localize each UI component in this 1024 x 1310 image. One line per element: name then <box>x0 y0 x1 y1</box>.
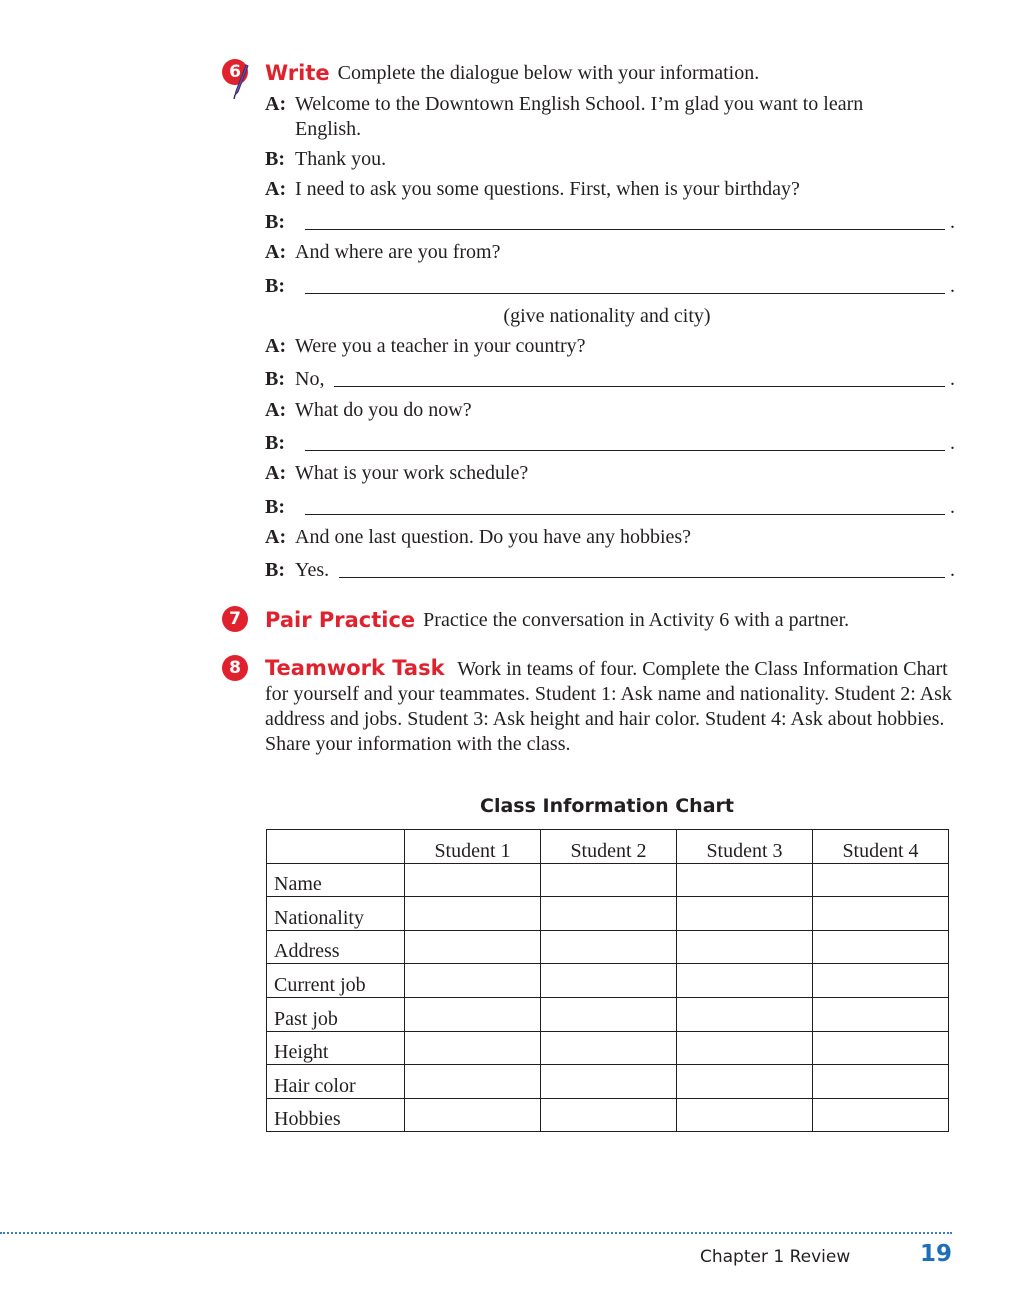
answer-line-origin <box>265 272 955 298</box>
answer-blank[interactable] <box>305 292 945 294</box>
activity-6-heading: Write <box>265 61 330 85</box>
chart-cell[interactable] <box>813 1065 949 1099</box>
chart-cell[interactable] <box>541 997 677 1031</box>
hint-text: (give nationality and city) <box>503 305 711 327</box>
dialogue-text: Thank you. <box>295 148 387 170</box>
activity-8-body <box>265 656 955 757</box>
period: . <box>950 496 955 518</box>
chart-row-nationality <box>267 897 949 931</box>
chart-cell[interactable] <box>677 930 813 964</box>
column-header-student-1: Student 1 <box>405 830 541 864</box>
activity-7-instruction: Practice the conversation in Activity 6 with a partner. <box>423 609 850 631</box>
chart-cell[interactable] <box>677 863 813 897</box>
row-label: Hobbies <box>267 1098 405 1132</box>
blank-hint <box>265 302 949 328</box>
period: . <box>950 368 955 390</box>
answer-blank[interactable] <box>305 449 945 451</box>
row-label: Address <box>267 930 405 964</box>
chart-cell[interactable] <box>541 1065 677 1099</box>
chart-cell[interactable] <box>813 997 949 1031</box>
chart-cell[interactable] <box>541 863 677 897</box>
chart-cell[interactable] <box>813 863 949 897</box>
activity-6-number: 6 <box>229 62 241 82</box>
speaker-label: A: <box>265 462 287 484</box>
dialogue-text: Welcome to the Downtown English School. I’m glad you want to learn <box>295 93 864 115</box>
chart-cell[interactable] <box>813 930 949 964</box>
speaker-label: B: <box>265 211 285 233</box>
chart-cell[interactable] <box>541 897 677 931</box>
answer-blank[interactable] <box>305 228 945 230</box>
dialogue-line <box>265 115 955 141</box>
speaker-label: A: <box>265 241 287 263</box>
class-information-chart <box>266 829 949 1132</box>
chart-cell[interactable] <box>405 897 541 931</box>
chart-cell[interactable] <box>541 964 677 998</box>
speaker-label: B: <box>265 559 285 581</box>
row-label: Current job <box>267 964 405 998</box>
column-header-student-3: Student 3 <box>677 830 813 864</box>
chart-row-hair-color <box>267 1065 949 1099</box>
period: . <box>950 432 955 454</box>
chart-row-hobbies <box>267 1098 949 1132</box>
page-number: 19 <box>920 1241 953 1267</box>
chart-cell[interactable] <box>405 1065 541 1099</box>
chart-cell[interactable] <box>813 1098 949 1132</box>
answer-line-birthday <box>265 208 955 234</box>
activity-8-instruction-line1: Work in teams of four. Complete the Class <box>457 658 798 680</box>
answer-line-job <box>265 429 955 455</box>
row-label: Name <box>267 863 405 897</box>
speaker-label: B: <box>265 368 285 390</box>
chart-cell[interactable] <box>405 964 541 998</box>
speaker-label: B: <box>265 496 285 518</box>
chart-row-current-job <box>267 964 949 998</box>
activity-6-header <box>265 58 955 86</box>
activity-8-instruction-rest: Information Chart for yourself and your teammates. Student 1: Ask name and nationality. Student 2: Ask address and jobs. Student 3: Ask height and hair color. Student 4: Ask about hobbies. Share your information with the class. <box>265 658 952 755</box>
speaker-label: A: <box>265 399 287 421</box>
activity-7-header <box>265 605 955 633</box>
chart-cell[interactable] <box>405 1031 541 1065</box>
activity-6-instruction: Complete the dialogue below with your information. <box>337 62 760 84</box>
period: . <box>950 275 955 297</box>
speaker-label: B: <box>265 432 285 454</box>
chart-corner-cell <box>267 830 405 864</box>
chart-cell[interactable] <box>813 1031 949 1065</box>
chart-cell[interactable] <box>405 1098 541 1132</box>
speaker-label: B: <box>265 275 285 297</box>
dialogue-line <box>265 238 955 264</box>
row-label: Hair color <box>267 1065 405 1099</box>
answer-prefix: Yes. <box>295 559 330 581</box>
dialogue-line <box>265 90 955 116</box>
chart-cell[interactable] <box>541 930 677 964</box>
footer-divider <box>0 1232 952 1234</box>
chart-cell[interactable] <box>813 897 949 931</box>
chart-cell[interactable] <box>405 997 541 1031</box>
speaker-label: A: <box>265 93 287 115</box>
row-label: Nationality <box>267 897 405 931</box>
activity-8-heading: Teamwork Task <box>265 656 445 680</box>
speaker-label: A: <box>265 526 287 548</box>
activity-8-number: 8 <box>229 658 241 678</box>
chart-cell[interactable] <box>541 1098 677 1132</box>
footer-section-label: Chapter 1 Review <box>700 1247 851 1267</box>
speaker-label: B: <box>265 148 285 170</box>
chart-cell[interactable] <box>677 1098 813 1132</box>
chart-cell[interactable] <box>677 1065 813 1099</box>
chart-cell[interactable] <box>677 964 813 998</box>
activity-7-heading: Pair Practice <box>265 608 416 632</box>
speaker-label: A: <box>265 178 287 200</box>
activity-7-number: 7 <box>229 609 241 629</box>
chart-row-address <box>267 930 949 964</box>
chart-row-name <box>267 863 949 897</box>
answer-blank[interactable] <box>339 576 945 578</box>
answer-blank[interactable] <box>334 385 945 387</box>
dialogue-line <box>265 523 955 549</box>
chart-row-height <box>267 1031 949 1065</box>
dialogue-text: I need to ask you some questions. First, when is your birthday? <box>295 178 800 200</box>
dialogue-line <box>265 396 955 422</box>
chart-title: Class Information Chart <box>480 795 734 817</box>
chart-header-row <box>267 830 949 864</box>
chart-cell[interactable] <box>405 930 541 964</box>
dialogue-text: And where are you from? <box>295 241 501 263</box>
dialogue-text: Were you a teacher in your country? <box>295 335 586 357</box>
row-label: Past job <box>267 997 405 1031</box>
dialogue-text: English. <box>295 118 362 140</box>
dialogue-text: What is your work schedule? <box>295 462 529 484</box>
chart-cell[interactable] <box>405 863 541 897</box>
chart-cell[interactable] <box>677 997 813 1031</box>
period: . <box>950 211 955 233</box>
dialogue-text: What do you do now? <box>295 399 472 421</box>
answer-line-schedule <box>265 493 955 519</box>
chart-cell[interactable] <box>677 1031 813 1065</box>
dialogue-line <box>265 175 955 201</box>
column-header-student-2: Student 2 <box>541 830 677 864</box>
dialogue-line <box>265 332 955 358</box>
dialogue-line <box>265 459 955 485</box>
answer-prefix: No, <box>295 368 325 390</box>
chart-cell[interactable] <box>677 897 813 931</box>
chart-cell[interactable] <box>813 964 949 998</box>
chart-row-past-job <box>267 997 949 1031</box>
row-label: Height <box>267 1031 405 1065</box>
answer-line-teacher <box>265 365 955 391</box>
answer-blank[interactable] <box>305 513 945 515</box>
activity-7-badge <box>222 606 248 632</box>
activity-8-badge <box>222 655 248 681</box>
column-header-student-4: Student 4 <box>813 830 949 864</box>
dialogue-line <box>265 145 955 171</box>
speaker-label: A: <box>265 335 287 357</box>
period: . <box>950 559 955 581</box>
chart-cell[interactable] <box>541 1031 677 1065</box>
dialogue-text: And one last question. Do you have any hobbies? <box>295 526 692 548</box>
answer-line-hobbies <box>265 556 955 582</box>
pencil-icon <box>230 62 250 102</box>
